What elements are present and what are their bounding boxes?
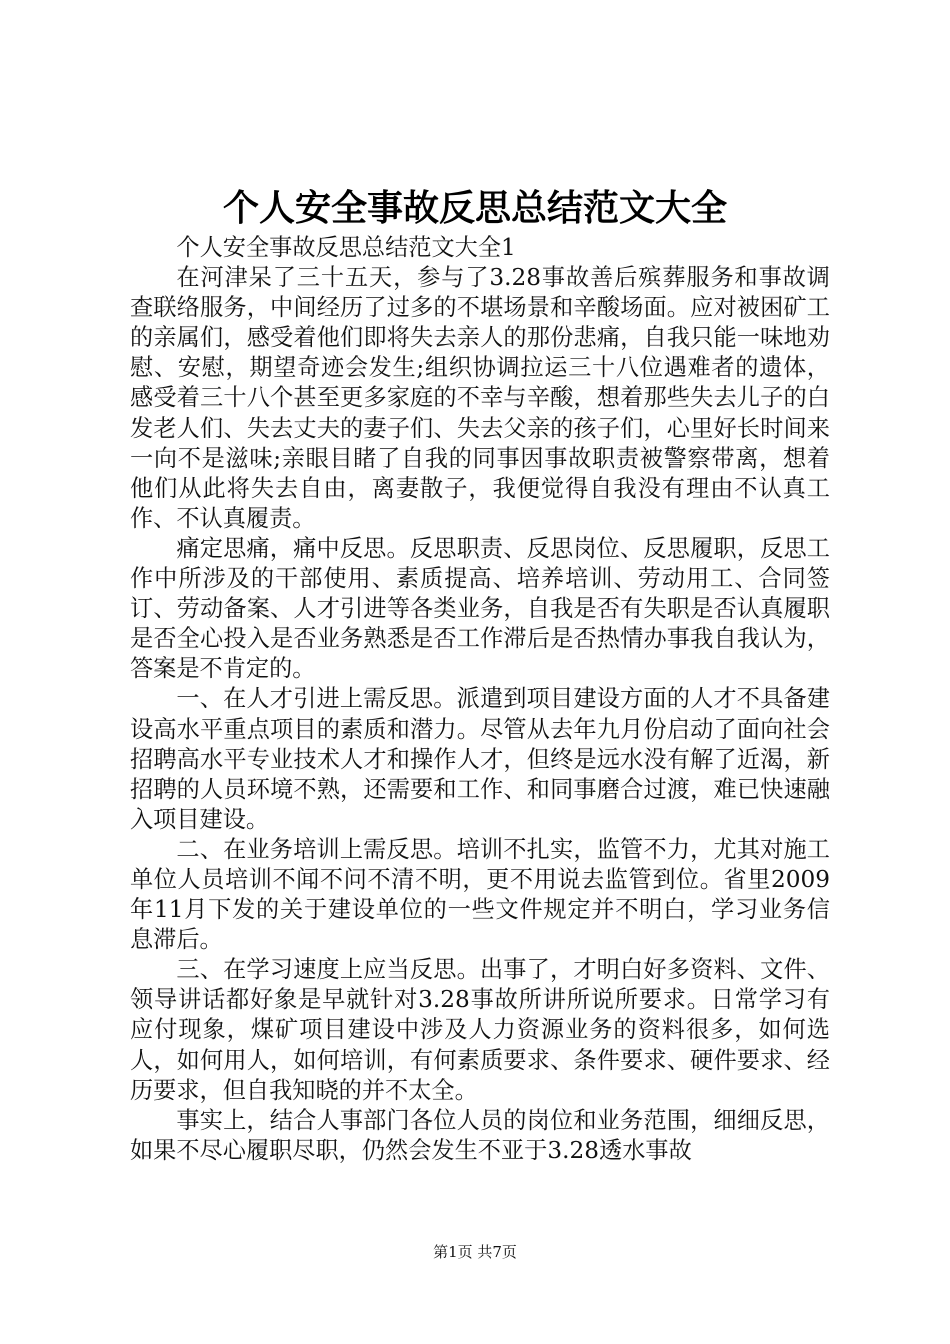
paragraph: 痛定思痛，痛中反思。反思职责、反思岗位、反思履职，反思工作中所涉及的干部使用、素质提高、培养培训、劳动用工、合同签订、劳动备案、人才引进等各类业务，自我是否有失职是否认真履职是否全心投入是否业务熟悉是否工作滞后是否热情办事我自我认为，答案是不肯定的。 — [130, 534, 830, 683]
page-number-footer: 第1页 共7页 — [433, 1243, 517, 1261]
document-title: 个人安全事故反思总结范文大全 — [222, 187, 727, 229]
paragraph: 三、在学习速度上应当反思。出事了，才明白好多资料、文件、领导讲话都好象是早就针对3.28事故所讲所说所要求。日常学习有应付现象，煤矿项目建设中涉及人力资源业务的资料很多，如何选人，如何用人，如何培训，有何素质要求、条件要求、硬件要求、经历要求，但自我知晓的并不太全。 — [130, 956, 830, 1104]
paragraph: 一、在人才引进上需反思。派遣到项目建设方面的人才不具备建设高水平重点项目的素质和潜力。尽管从去年九月份启动了面向社会招聘高水平专业技术人才和操作人才，但终是远水没有解了近渴，新招聘的人员环境不熟，还需要和工作、和同事磨合过渡，难已快速融入项目建设。 — [130, 685, 830, 833]
paragraph: 事实上，结合人事部门各位人员的岗位和业务范围，细细反思，如果不尽心履职尽职，仍然会发生不亚于3.28透水事故 — [130, 1106, 830, 1164]
paragraph-subtitle: 个人安全事故反思总结范文大全1 — [176, 234, 516, 261]
document-body — [130, 233, 830, 1166]
paragraph: 在河津呆了三十五天，参与了3.28事故善后殡葬服务和事故调查联络服务，中间经历了过多的不堪场景和辛酸场面。应对被困矿工的亲属们，感受着他们即将失去亲人的那份悲痛，自我只能一味地劝慰、安慰，期望奇迹会发生;组织协调拉运三十八位遇难者的遗体，感受着三十八个甚至更多家庭的不幸与辛酸，想着那些失去儿子的白发老人们、失去丈夫的妻子们、失去父亲的孩子们，心里好长时间来一向不是滋味;亲眼目睹了自我的同事因事故职责被警察带离，想着他们从此将失去自由，离妻散子，我便觉得自我没有理由不认真工作、不认真履责。 — [130, 264, 830, 532]
paragraph: 二、在业务培训上需反思。培训不扎实，监管不力，尤其对施工单位人员培训不闻不问不清不明，更不用说去监管到位。省里2009年11月下发的关于建设单位的一些文件规定并不明白，学习业务信息滞后。 — [130, 835, 830, 954]
